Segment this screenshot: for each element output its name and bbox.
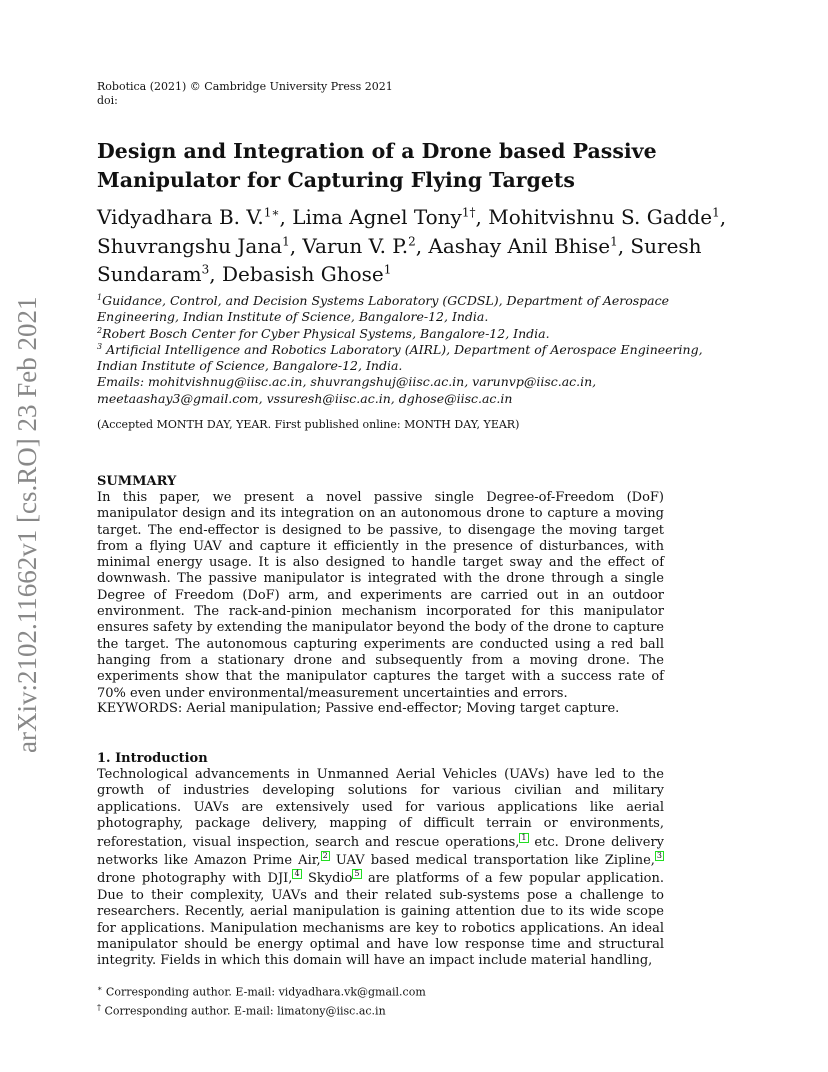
author-sup: 2 bbox=[408, 233, 416, 248]
affiliation-sup: 2 bbox=[97, 325, 103, 335]
footnote-text: Corresponding author. E-mail: vidyadhara.vk@gmail.com bbox=[102, 985, 426, 999]
citation-link[interactable]: 4 bbox=[294, 869, 300, 879]
author-name: Debasish Ghose bbox=[222, 262, 384, 286]
accepted-line: (Accepted MONTH DAY, YEAR. First published online: MONTH DAY, YEAR) bbox=[97, 418, 520, 431]
author-sep: , bbox=[209, 262, 222, 286]
footnote-text: Corresponding author. E-mail: limatony@iisc.ac.in bbox=[101, 1004, 386, 1018]
author-name: Varun V. P. bbox=[302, 233, 409, 258]
affiliation-sup: 3 bbox=[97, 341, 103, 351]
paper-title: Design and Integration of a Drone based Passive Manipulator for Capturing Flying Targets bbox=[97, 139, 657, 192]
author-sup: 1 bbox=[712, 205, 720, 220]
author-sep: , bbox=[617, 233, 631, 258]
affiliation-text: Artificial Intelligence and Robotics Laboratory (AIRL), Department of Aerospace Engineering, Indian Institute of Science, Bangalore-12, India. bbox=[97, 341, 703, 374]
author-sep: , bbox=[279, 205, 293, 229]
affiliation-text: Guidance, Control, and Decision Systems Laboratory (GCDSL), Department of Aerospace Engineering, Indian Institute of Science, Bangalore-12, India. bbox=[97, 293, 670, 325]
footnote-mark: † bbox=[97, 1002, 101, 1012]
footnotes bbox=[97, 981, 426, 1018]
author-sep: , bbox=[289, 233, 303, 258]
author-sup: 3 bbox=[201, 262, 210, 277]
author-sup: 1† bbox=[461, 205, 476, 220]
summary-heading: SUMMARY bbox=[97, 474, 177, 489]
affiliation-sup: 1 bbox=[97, 292, 103, 302]
arxiv-stamp: arXiv:2102.11662v1 [cs.RO] 23 Feb 2021 bbox=[12, 296, 42, 754]
journal-header bbox=[97, 80, 393, 108]
citation-link[interactable]: 1 bbox=[521, 832, 527, 842]
footnote-mark: ∗ bbox=[97, 984, 103, 993]
author-name: Aashay Anil Bhise bbox=[428, 233, 611, 258]
emails: Emails: mohitvishnug@iisc.ac.in, shuvrangshuj@iisc.ac.in, varunvp@iisc.ac.in, meetaashay3@gmail.com, vssuresh@iisc.ac.in, dghose@iisc.ac.in bbox=[97, 374, 597, 406]
citation-link[interactable]: 3 bbox=[656, 851, 662, 861]
citation-link[interactable]: 5 bbox=[354, 869, 360, 879]
author-sep: , bbox=[719, 205, 727, 229]
keywords: KEYWORDS: Aerial manipulation; Passive end-effector; Moving target capture. bbox=[97, 701, 620, 716]
intro-text: etc. Drone delivery networks like Amazon Prime Air, bbox=[97, 834, 664, 869]
intro-text: drone photography with DJI, bbox=[97, 871, 293, 887]
footnote bbox=[97, 981, 426, 1000]
author-sup: 1 bbox=[282, 233, 290, 248]
author-sup: 1∗ bbox=[263, 205, 280, 220]
abstract-text: In this paper, we present a novel passive single Degree-of-Freedom (DoF) manipulator design and its integration on an autonomous drone to capture a moving target. The end-effector is designed to be passive, to disengage the moving target from a flying UAV and capture it efficiently in the presence of disturbances, with minimal energy usage. It is also designed to handle target sway and the effect of downwash. The passive manipulator is integrated with the drone through a single Degree of Freedom (DoF) arm, and experiments are carried out in an outdoor environment. The rack-and-pinion mechanism incorporated for this manipulator ensures safety by extending the manipulator beyond the body of the drone to capture the target. The autonomous capturing experiments are conducted using a red ball hanging from a stationary drone and subsequently from a moving drone. The experiments show that the manipulator captures the target with a success rate of 70% even under environmental/measurement uncertainties and errors. bbox=[97, 490, 664, 701]
author-sep: , bbox=[415, 233, 429, 258]
author-sep: , bbox=[475, 205, 489, 229]
author-sup: 1 bbox=[610, 233, 618, 248]
affiliation-text: Robert Bosch Center for Cyber Physical Systems, Bangalore-12, India. bbox=[102, 325, 550, 341]
affiliations bbox=[97, 293, 737, 407]
journal-line: Robotica (2021) © Cambridge University Press 2021 bbox=[97, 80, 393, 93]
affiliation bbox=[97, 342, 737, 375]
citation-link[interactable]: 2 bbox=[322, 851, 328, 861]
intro-text: are platforms of a few popular application. Due to their complexity, UAVs and their related sub-systems pose a challenge to researchers. Recently, aerial manipulation is gaining attention due to its wide scope for applications. Manipulation mechanisms are key to robotics applications. An ideal manipulator should be energy optimal and have low response time and structural integrity. Fields in which this domain will have an impact include material handling, bbox=[97, 871, 664, 969]
author-name: Suresh Sundaram bbox=[97, 233, 702, 286]
intro-text: Skydio bbox=[301, 871, 353, 887]
affiliation bbox=[97, 326, 737, 342]
author-name: Shuvrangshu Jana bbox=[97, 233, 283, 258]
affiliation bbox=[97, 293, 737, 326]
intro-text: UAV based medical transportation like Zipline, bbox=[329, 853, 655, 869]
intro-paragraph bbox=[97, 767, 664, 970]
author-name: Lima Agnel Tony bbox=[292, 205, 462, 229]
doi-line: doi: bbox=[97, 94, 118, 107]
author-name: Vidyadhara B. V. bbox=[97, 205, 264, 229]
author-name: Mohitvishnu S. Gadde bbox=[488, 205, 713, 229]
section-heading-introduction: 1. Introduction bbox=[97, 751, 208, 766]
author-list bbox=[97, 203, 737, 289]
footnote bbox=[97, 1000, 426, 1019]
intro-text: Technological advancements in Unmanned Aerial Vehicles (UAVs) have led to the growth of industries developing solutions for various civilian and military applications. UAVs are extensively used for various applications like aerial photography, package delivery, mapping of difficult terrain or environments, reforestation, visual inspection, search and rescue operations, bbox=[97, 767, 664, 850]
author-sup: 1 bbox=[383, 262, 392, 277]
